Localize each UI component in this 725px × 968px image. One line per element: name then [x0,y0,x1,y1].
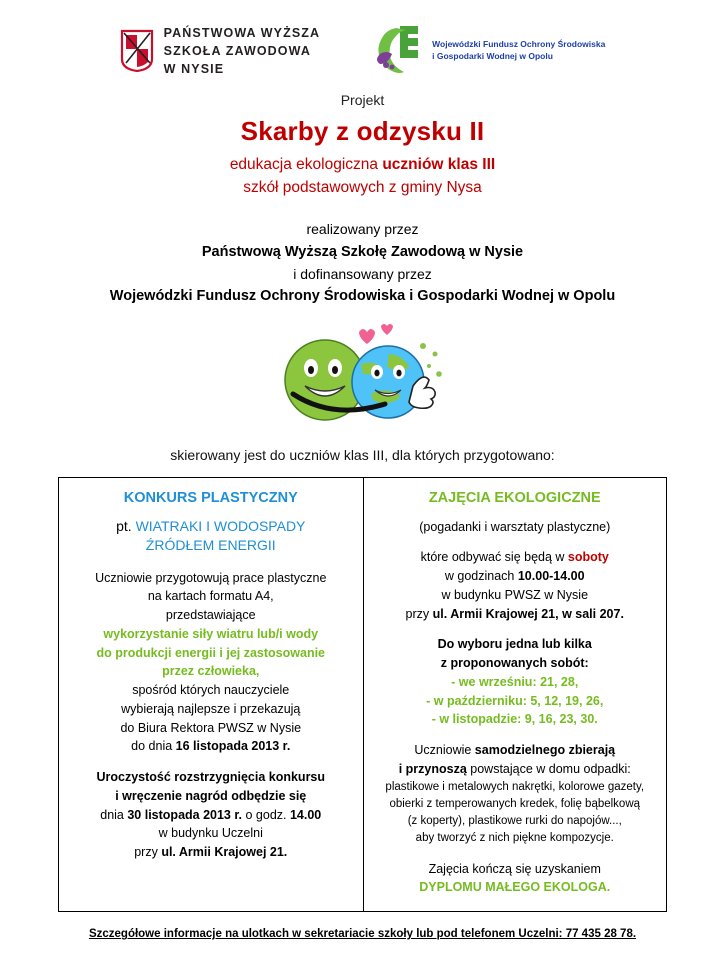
workshops-materials-line1 [374,741,657,760]
wfos-logo-line2: i Gospodarki Wodnej w Opolu [432,51,553,61]
workshops-place-prefix: przy [405,606,433,621]
contest-paragraph-1 [69,569,353,625]
contest-box [58,477,363,913]
contest-address: ul. Armii Krajowej 21. [161,845,288,860]
contest-paragraph-2 [69,681,353,756]
organizers-block [0,219,725,307]
workshops-dates-item: - w listopadzie: 9, 16, 23, 30. [431,712,598,727]
pwsz-logo-line1: PAŃSTWOWA WYŻSZA [163,26,321,40]
program-boxes [0,477,725,913]
contest-green-line1: wykorzystanie siły wiatru lub/i wody [103,626,319,641]
contest-p2-line1: spośród których nauczyciele [132,683,290,698]
workshops-choice-heading [374,635,657,673]
pwsz-logo-line3: W NYSIE [163,62,225,77]
workshops-materials-rest: powstające w domu odpadki: [466,761,631,776]
wfos-logo-line1: Wojewódzki Fundusz Ochrony Środowiska [432,38,606,49]
workshops-place: ul. Armii Krajowej 21, w sali 207. [432,606,624,621]
workshops-p1-line2 [374,567,657,586]
contest-p1-line3: przedstawiające [165,608,256,623]
workshops-diploma-line1: Zajęcia kończą się uzyskaniem [428,861,601,876]
workshops-dates-item: - w październiku: 5, 12, 19, 26, [426,693,604,708]
workshops-materials-list [374,779,657,848]
contest-p3-line1: Uroczystość rozstrzygnięcia konkursu [96,770,326,785]
contest-name-line1: WIATRAKI I WODOSPADY [135,517,306,534]
contest-address-prefix: przy [134,845,162,860]
wfos-mark-icon [366,24,424,76]
workshops-paragraph-1 [374,548,657,623]
workshops-p1-line1 [374,548,657,567]
subtitle-strong: uczniów klas III [382,156,496,174]
pwsz-logo-line2: SZKOŁA ZAWODOWA [163,44,311,59]
contest-p2-line3: do Biura Rektora PWSZ w Nysie [120,720,302,735]
workshops-spacer-1 [374,536,657,548]
workshops-choice-line1: Do wyboru jedna lub kilka [437,637,592,652]
workshops-materials-heading [374,741,657,779]
footer-info: Szczegółowe informacje na ulotkach w sekretariacie szkoły lub pod telefonem Uczelni: 77 435 28 78. [88,928,637,941]
contest-green-line3: przez człowieka, [162,664,260,679]
contest-deadline-prefix: do dnia [131,739,176,754]
organizers-line2: Państwową Wyższą Szkołę Zawodową w Nysie [201,244,524,261]
workshops-materials-line6: aby tworzyć z nich piękne kompozycje. [415,832,614,845]
pwsz-crest-icon [120,29,154,73]
title-block [0,92,725,197]
workshops-materials-line4: obierki z temperowanych kredek, folię bąbelkową [389,797,641,810]
header [0,0,725,78]
workshops-p1-line3: w budynku PWSZ w Nysie [441,587,589,602]
contest-award-date: 30 listopada 2013 r. [127,807,243,822]
contest-spacer [69,756,353,768]
contest-award-mid: o godz. [242,807,290,822]
workshops-hours-prefix: w godzinach [444,569,518,584]
workshops-hours: 10.00-14.00 [517,569,585,584]
contest-title: KONKURS PLASTYCZNY [123,489,298,506]
subtitle-line2: szkół podstawowych z gminy Nysa [243,179,482,197]
contest-p1-line2: na kartach formatu A4, [147,589,274,604]
workshops-when-day: soboty [567,550,609,565]
contest-p2-line4 [69,737,353,756]
pwsz-logo-text [164,24,320,78]
contest-pt-prefix: pt. [116,517,136,534]
workshops-materials-line5: (z koperty), plastikowe rurki do napojów..., [407,815,622,828]
organizers-line1: realizowany przez [306,221,419,238]
workshops-diploma-line2: DYPLOMU MAŁEGO EKOLOGA. [419,880,611,895]
subtitle-prefix: edukacja ekologiczna [229,156,383,174]
contest-p3-line3 [69,806,353,825]
contest-name-line2: ŹRÓDŁEM ENERGII [145,536,276,553]
contest-award-time: 14.00 [289,807,322,822]
workshops-dates-item: - we wrześniu: 21, 28, [451,674,579,689]
contest-green-line2: do produkcji energii i jej zastosowanie [96,645,326,660]
organizers-line3: i dofinansowany przez [293,265,432,282]
workshops-diploma [374,860,657,898]
workshops-materials-line2 [374,760,657,779]
contest-paragraph-3 [69,768,353,862]
workshops-spacer-4 [374,848,657,860]
contest-pt-line [69,518,353,534]
contest-p2-line2: wybierają najlepsze i przekazują [121,701,301,716]
contest-award-prefix: dnia [100,807,128,822]
addressee-text: skierowany jest do uczniów klas III, dla których przygotowano: [170,446,555,463]
workshops-subtitle: (pogadanki i warsztaty plastyczne) [419,519,611,534]
contest-deadline-date: 16 listopada 2013 r. [175,739,291,754]
smiley-earth-illustration [0,324,725,429]
contest-green-highlight [69,625,353,681]
page-title: Skarby z odzysku II [240,116,485,147]
workshops-materials-line3: plastikowe i metalowych nakrętki, kolorowe gazety, [385,780,645,793]
workshops-when-prefix: które odbywać się będą w [420,550,568,565]
contest-p3-line4: w budynku Uczelni [158,826,263,841]
subtitle-line1 [0,156,725,174]
wfos-logo-text [432,38,605,63]
workshops-title: ZAJĘCIA EKOLOGICZNE [428,489,601,506]
workshops-choice-line2: z proponowanych sobót: [440,656,589,671]
workshops-materials-prefix: Uczniowie [414,743,475,758]
workshops-spacer-2 [374,623,657,635]
workshops-p1-line4 [374,605,657,624]
workshops-box [363,477,668,913]
contest-p3-line5 [69,843,353,862]
workshops-dates-list [374,673,657,729]
contest-p1-line1: Uczniowie przygotowują prace plastyczne [95,570,327,585]
pwsz-logo [120,24,320,78]
project-label: Projekt [340,92,385,109]
wfos-logo [366,24,605,76]
workshops-spacer-3 [374,729,657,741]
workshops-materials-bold2: i przynoszą [398,761,467,776]
workshops-materials-bold1: samodzielnego zbierają [474,743,616,758]
organizers-line4: Wojewódzki Fundusz Ochrony Środowiska i Gospodarki Wodnej w Opolu [109,288,616,305]
contest-p3-line2: i wręczenie nagród odbędzie się [115,788,307,803]
